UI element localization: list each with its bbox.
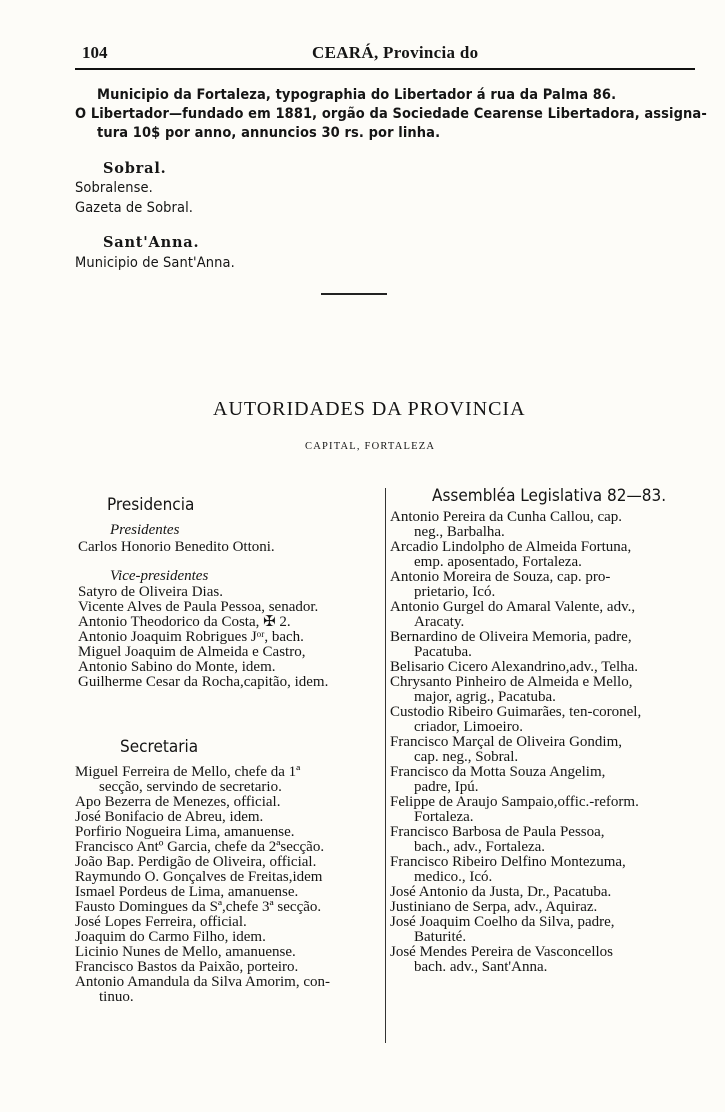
assemblea-line: Felippe de Araujo Sampaio,offic.-reform. xyxy=(390,794,639,810)
assemblea-line: neg., Barbalha. xyxy=(414,524,505,540)
assemblea-line: Francisco da Motta Souza Angelim, xyxy=(390,764,606,780)
section-title: AUTORIDADES DA PROVINCIA xyxy=(213,398,526,420)
assemblea-line: Belisario Cicero Alexandrino,adv., Telha. xyxy=(390,659,639,675)
secretaria-line: José Bonifacio de Abreu, idem. xyxy=(75,809,264,825)
secretaria-line: tinuo. xyxy=(99,989,134,1005)
assemblea-line: Aracaty. xyxy=(414,614,465,630)
secretaria-line: José Lopes Ferreira, official. xyxy=(75,914,247,930)
assemblea-line: Francisco Barbosa de Paula Pessoa, xyxy=(390,824,605,840)
intro-line-3: tura 10$ por anno, annuncios 30 rs. por linha. xyxy=(97,125,441,141)
intro-line-2: O Libertador—fundado em 1881, orgão da Sociedade Cearense Libertadora, assigna- xyxy=(75,106,707,122)
vice-2: Vicente Alves de Paula Pessoa, senador. xyxy=(78,599,319,615)
secretaria-line: Antonio Amandula da Silva Amorim, con- xyxy=(75,974,330,990)
assemblea-line: Antonio Moreira de Souza, cap. pro- xyxy=(390,569,611,585)
assemblea-line: Francisco Marçal de Oliveira Gondim, xyxy=(390,734,623,750)
assemblea-list xyxy=(390,510,720,975)
assemblea-line: Custodio Ribeiro Guimarães, ten-coronel, xyxy=(390,704,642,720)
column-divider xyxy=(385,488,386,1043)
label-presidentes: Presidentes xyxy=(110,522,180,538)
sobral-item-2: Gazeta de Sobral. xyxy=(75,200,194,216)
vice-5: Miguel Joaquim de Almeida e Castro, xyxy=(78,644,306,660)
running-title: CEARÁ, Provincia do xyxy=(312,43,479,62)
assemblea-line: Arcadio Lindolpho de Almeida Fortuna, xyxy=(390,539,632,555)
page-number: 104 xyxy=(82,43,108,62)
presidente-1: Carlos Honorio Benedito Ottoni. xyxy=(78,539,275,555)
secretaria-line: secção, servindo de secretario. xyxy=(99,779,282,795)
secretaria-line: Porfirio Nogueira Lima, amanuense. xyxy=(75,824,295,840)
city-santanna: Sant'Anna. xyxy=(103,234,200,251)
assemblea-line: Pacatuba. xyxy=(414,644,472,660)
header-rule xyxy=(75,68,695,70)
secretaria-line: Francisco Antº Garcia, chefe da 2ªsecção. xyxy=(75,839,325,855)
vice-3: Antonio Theodorico da Costa, ✠ 2. xyxy=(78,614,291,630)
assemblea-line: major, agrig., Pacatuba. xyxy=(414,689,556,705)
assemblea-line: Justiniano de Serpa, adv., Aquiraz. xyxy=(390,899,598,915)
assemblea-line: José Joaquim Coelho da Silva, padre, xyxy=(390,914,615,930)
assemblea-line: cap. neg., Sobral. xyxy=(414,749,519,765)
santanna-item-1: Municipio de Sant'Anna. xyxy=(75,255,235,271)
secretaria-line: Licinio Nunes de Mello, amanuense. xyxy=(75,944,296,960)
assemblea-line: Fortaleza. xyxy=(414,809,474,825)
section-separator xyxy=(321,293,387,295)
secretaria-line: João Bap. Perdigão de Oliveira, official. xyxy=(75,854,317,870)
secretaria-list xyxy=(75,765,385,1005)
assemblea-line: José Mendes Pereira de Vasconcellos xyxy=(390,944,613,960)
secretaria-line: Miguel Ferreira de Mello, chefe da 1ª xyxy=(75,764,301,780)
assemblea-line: bach., adv., Fortaleza. xyxy=(414,839,546,855)
vice-6: Antonio Sabino do Monte, idem. xyxy=(78,659,276,675)
vice-4: Antonio Joaquim Robrigues Jᵒʳ, bach. xyxy=(78,629,304,645)
section-subtitle: CAPITAL, FORTALEZA xyxy=(305,441,436,452)
sobral-item-1: Sobralense. xyxy=(75,180,153,196)
intro-line-1: Municipio da Fortaleza, typographia do Libertador á rua da Palma 86. xyxy=(97,87,617,103)
city-sobral: Sobral. xyxy=(103,160,167,177)
assemblea-line: criador, Limoeiro. xyxy=(414,719,523,735)
assemblea-line: Francisco Ribeiro Delfino Montezuma, xyxy=(390,854,626,870)
heading-presidencia: Presidencia xyxy=(107,495,195,515)
heading-secretaria: Secretaria xyxy=(120,737,199,757)
secretaria-line: Fausto Domingues da Sª,chefe 3ª secção. xyxy=(75,899,322,915)
assemblea-line: emp. aposentado, Fortaleza. xyxy=(414,554,582,570)
assemblea-line: prietario, Icó. xyxy=(414,584,496,600)
secretaria-line: Ismael Pordeus de Lima, amanuense. xyxy=(75,884,299,900)
secretaria-line: Apo Bezerra de Menezes, official. xyxy=(75,794,281,810)
assemblea-line: Antonio Pereira da Cunha Callou, cap. xyxy=(390,509,623,525)
heading-assemblea: Assembléa Legislativa 82—83. xyxy=(432,486,667,506)
assemblea-line: José Antonio da Justa, Dr., Pacatuba. xyxy=(390,884,612,900)
assemblea-line: medico., Icó. xyxy=(414,869,493,885)
assemblea-line: Chrysanto Pinheiro de Almeida e Mello, xyxy=(390,674,633,690)
secretaria-line: Joaquim do Carmo Filho, idem. xyxy=(75,929,266,945)
vice-1: Satyro de Oliveira Dias. xyxy=(78,584,223,600)
vice-list xyxy=(78,585,383,690)
assemblea-line: Bernardino de Oliveira Memoria, padre, xyxy=(390,629,632,645)
assemblea-line: Antonio Gurgel do Amaral Valente, adv., xyxy=(390,599,636,615)
assemblea-line: bach. adv., Sant'Anna. xyxy=(414,959,548,975)
secretaria-line: Raymundo O. Gonçalves de Freitas,idem xyxy=(75,869,323,885)
label-vice-presidentes: Vice-presidentes xyxy=(110,568,209,584)
vice-7: Guilherme Cesar da Rocha,capitão, idem. xyxy=(78,674,329,690)
assemblea-line: padre, Ipú. xyxy=(414,779,479,795)
assemblea-line: Baturité. xyxy=(414,929,467,945)
secretaria-line: Francisco Bastos da Paixão, porteiro. xyxy=(75,959,299,975)
